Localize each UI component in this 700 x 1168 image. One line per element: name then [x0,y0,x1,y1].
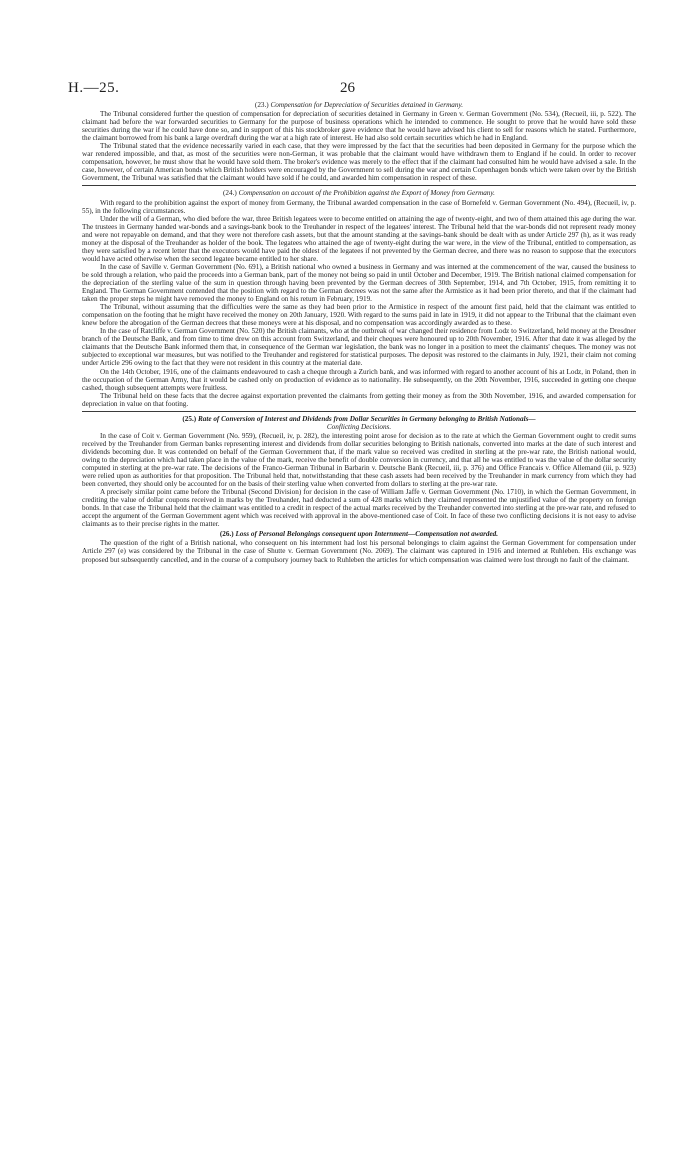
document-reference: H.—25. [68,80,120,96]
page-number: 26 [340,80,355,96]
paragraph: The Tribunal stated that the evidence necessarily varied in each case, that they were impressed by the fact that the securities had been deposited in Germany for the purpose which the war rendered impossible, and that, as most of the securities were non-German, it was probable that the claimant would have withdrawn them to England if he could. In order to recover compensation, however, he must show that he would have sold them. The broker's evidence was merely to the effect that if the claimant had consulted him he would have advised a sale. In the case, however, of certain American bonds which British holders were encouraged by the Government to sell during the war and certain Copenhagen bonds which were taken over by the British Government, the Tribunal was satisfied that the claimant would have sold if he could, and awarded him compensation in respect of these. [82,142,636,183]
section-23 [82,101,636,182]
page-header [0,80,700,100]
paragraph: A precisely similar point came before the Tribunal (Second Division) for decision in the case of William Jaffe v. German Government (No. 1710), in which the German Government, in crediting the value of dollar coupons received in marks by the Treuhander, had deducted a sum of 428 marks which they claimed represented the unjustified value of the property on foreign bonds. In that case the Tribunal held that the claimant was entitled to a credit in respect of the actual marks received by the Treuhander converted into sterling at the pre-war rate, and refused to accept the argument of the German Government agent which was received with approval in the above-mentioned case of Coit. In face of these two conflicting decisions it is not easy to advise claimants as to their precise rights in the matter. [82,488,636,529]
section-divider [82,185,636,186]
section-25 [82,415,636,529]
section-divider [82,411,636,412]
section-heading: (23.) Compensation for Depreciation of Securities detained in Germany. [254,101,464,109]
section-24 [82,189,636,407]
section-subheading: Conflicting Decisions. [326,422,392,431]
paragraph: With regard to the prohibition against the export of money from Germany, the Tribunal awarded compensation in the case of Bornefeld v. German Government (No. 494), (Recueil, iv, p. 55), in the following circumstances. [82,198,636,215]
paragraph: The question of the right of a British national, who consequent on his internment had lost his personal belongings to claim against the German Government for compensation under Article 297 (e) was considered by the Tribunal in the case of Shutte v. German Government (No. 2069). The claimant was captured in 1916 and interned at Ruhleben. His exchange was proposed but subsequently cancelled, and in the course of a compulsory journey back to Ruhleben the articles for which compensation was claimed were lost through no fault of the claimant. [82,539,636,564]
section-heading: (24.) Compensation on account of the Prohibition against the Export of Money from Germany. [223,189,495,198]
section-heading: (25.) Rate of Conversion of Interest and Dividends from Dollar Securities in Germany belonging to British Nationals— Conflicting Decisions. [182,414,536,431]
paragraph: In the case of Coit v. German Government (No. 959), (Recueil, iv, p. 282), the interesting point arose for decision as to the rate at which the German Government ought to credit sums received by the Treuhander from German banks representing interest and dividends from dollar securities belonging to British nationals, converted into marks at the date of such interest and dividends becoming due. It was contended on behalf of the German Government that, if the mark value so received was credited in sterling at the pre-war rate, the British national would, owing to the depreciation which had taken place in the value of the mark, receive the benefit of double conversion in currency, and that all he was entitled to was the value of the dollar security computed in sterling at the pre-war rate. The decisions of the Franco-German Tribunal in Barbarin v. Deutsche Bank (Recueil, iii, p. 376) and Office Francais v. Office Allemand (iii, p. 923) were relied upon as authorities for that proposition. The Tribunal held that, notwithstanding that these cash assets had been received by the Treuhander in mark currency from which they had been converted, they should only be accounted for on the basis of their sterling value when converted from dollars to sterling at the pre-war rate. [82,431,636,489]
paragraph: The Tribunal considered further the question of compensation for depreciation of securities detained in Germany in Green v. German Government (No. 534), (Recueil, iii, p. 522). The claimant had before the war forwarded securities to Germany for the purpose of business operations which he intended to commence. He sought to prove that he would have sold these securities during the war if he could have done so, and in support of this his stockbroker gave evidence that he would have advised his client to sell for reasons which he stated. Furthermore, the claimant borrowed from his bank a large overdraft during the war at a high rate of interest. He had also sold certain securities which he had in England. [82,110,636,143]
paragraph: The Tribunal held on these facts that the decree against exportation prevented the claimants from getting their money as from the 30th November, 1916, and awarded compensation for depreciation in value on that footing. [82,391,636,408]
section-26 [82,530,636,563]
paragraph: In the case of Ratcliffe v. German Government (No. 520) the British claimants, who at the outbreak of war changed their residence from Lodz to Switzerland, held money at the Dresdner branch of the Deutsche Bank, and from time to time drew on this account from Switzerland, and their cheques were honoured up to 20th November, 1916. After that date it was alleged by the claimants that the Deutsche Bank informed them that, in consequence of the German war legislation, the bank was no longer in a position to meet the claimants' cheques. The money was not subjected to exceptional war measures, but was notified to the Treuhander and registered for statistical purposes. The deposit was restored to the claimants in July, 1921, their claim not coming under Article 296 owing to the fact that they were not resident in this country at the material date. [82,327,636,368]
paragraph: In the case of Saville v. German Government (No. 691), a British national who owned a business in Germany and was interned at the commencement of the war, caused the business to be sold through a relation, who paid the proceeds into a German bank, part of the money not being so paid in until October and December, 1919. The British national claimed compensation for the depreciation of the sterling value of the sum in question through having been prevented by the German decrees of 30th September, 1914, and 7th October, 1915, from remitting it to England. The German Government contended that the position with regard to the German decrees was not the same after the Armistice as it had been prior thereto, and that if the claimant had taken the proper steps he might have removed the money to England on his return in February, 1919. [82,262,636,304]
paragraph: On the 14th October, 1916, one of the claimants endeavoured to cash a cheque through a Zurich bank, and was informed with regard to another account of his at Lodz, in Poland, then in the occupation of the German Army, that it would be cashed only on production of evidence as to nationality. He subsequently, on the 20th November, 1916, succeeded in getting one cheque cashed, though subsequent attempts were fruitless. [82,367,636,392]
paragraph: The Tribunal, without assuming that the difficulties were the same as they had been prior to the Armistice in respect of the amount first paid, held that the claimant was entitled to compensation on the footing that he might have received the money on 20th January, 1920. With regard to the sums paid in late in 1919, it did not appear to the Tribunal that the claimant even knew before the abrogation of the German decrees that these moneys were at his disposal, and no compensation was accordingly awarded as to these. [82,303,636,328]
section-heading: (26.) Loss of Personal Belongings consequent upon Internment—Compensation not awarded. [219,530,499,539]
paragraph: Under the will of a German, who died before the war, three British legatees were to become entitled on attaining the age of twenty-eight, and two of them attained this age during the war. The trustees in Germany handed war-bonds and a savings-bank book to the Treuhander in respect of the legatees' interest. The Tribunal held that the war-bonds did not represent ready money and were not repayable on demand, and that they were not therefore cash assets, but that the amount standing at the savings-bank should be dealt with as under Article 297 (h), as it was ready money at the disposal of the Treuhander as holder of the book. The legatees who attained the age of twenty-eight during the war were, in the view of the Tribunal, entitled to compensation, as they were satisfied by a recent letter that the executors would have paid the oldest of the legatees if not prevented by the German decree, and there was no reason to suppose that the executors would have acted otherwise when the second legatee became entitled to her share. [82,214,636,263]
page-content [82,101,636,564]
